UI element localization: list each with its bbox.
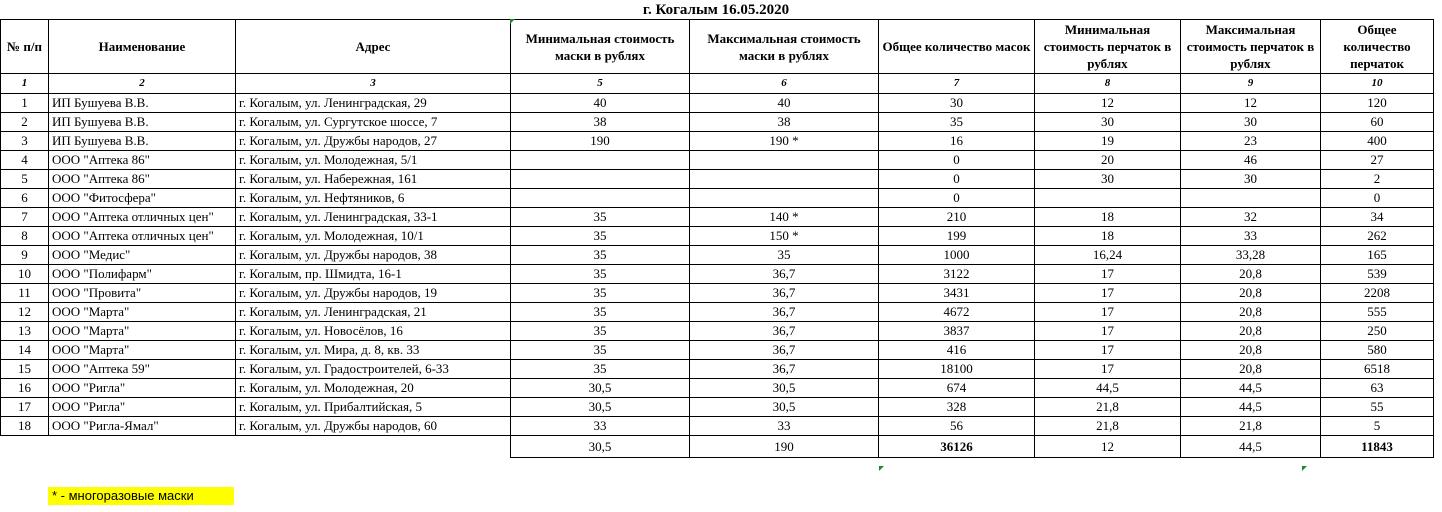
mask-count: 1000 — [879, 246, 1035, 265]
empty-cell — [49, 436, 236, 458]
min-glove-price: 16,24 — [1035, 246, 1181, 265]
max-mask-price: 36,7 — [690, 341, 879, 360]
column-header: Общее количество перчаток — [1321, 20, 1434, 74]
address: г. Когалым, ул. Набережная, 161 — [236, 170, 511, 189]
min-glove-price: 30 — [1035, 113, 1181, 132]
org-name: ООО "Марта" — [49, 341, 236, 360]
column-header: Общее количество масок — [879, 20, 1035, 74]
column-header: № п/п — [1, 20, 49, 74]
max-glove-price: 12 — [1181, 94, 1321, 113]
min-mask-price: 33 — [511, 417, 690, 436]
address: г. Когалым, ул. Сургутское шоссе, 7 — [236, 113, 511, 132]
table-row — [1, 170, 1434, 189]
column-header: Наименование — [49, 20, 236, 74]
glove-count: 6518 — [1321, 360, 1434, 379]
mask-count: 0 — [879, 189, 1035, 208]
page-title: г. Когалым 16.05.2020 — [642, 2, 790, 18]
table-row — [1, 113, 1434, 132]
mask-count: 30 — [879, 94, 1035, 113]
org-name: ООО "Полифарм" — [49, 265, 236, 284]
row-number: 3 — [1, 132, 49, 151]
min-mask-price: 30,5 — [511, 379, 690, 398]
org-name: ООО "Аптека 86" — [49, 151, 236, 170]
comment-marker — [879, 466, 884, 471]
header-row — [1, 20, 1434, 74]
min-mask-price: 30,5 — [511, 398, 690, 417]
mask-count: 210 — [879, 208, 1035, 227]
row-number: 16 — [1, 379, 49, 398]
glove-count: 165 — [1321, 246, 1434, 265]
glove-count: 580 — [1321, 341, 1434, 360]
column-index: 3 — [236, 74, 511, 94]
min-mask-price — [511, 170, 690, 189]
max-glove-price: 33,28 — [1181, 246, 1321, 265]
column-header: Максимальная стоимость маски в рублях — [690, 20, 879, 74]
glove-count: 250 — [1321, 322, 1434, 341]
mask-count: 3431 — [879, 284, 1035, 303]
address: г. Когалым, ул. Прибалтийская, 5 — [236, 398, 511, 417]
max-glove-price: 20,8 — [1181, 322, 1321, 341]
org-name: ООО "Аптека 86" — [49, 170, 236, 189]
table-row — [1, 227, 1434, 246]
table-row — [1, 246, 1434, 265]
min-glove-price: 17 — [1035, 341, 1181, 360]
column-index: 8 — [1035, 74, 1181, 94]
min-mask-price — [511, 189, 690, 208]
min-glove-price — [1035, 189, 1181, 208]
address: г. Когалым, ул. Молодежная, 20 — [236, 379, 511, 398]
min-glove-price: 20 — [1035, 151, 1181, 170]
row-number: 5 — [1, 170, 49, 189]
max-mask-price: 30,5 — [690, 379, 879, 398]
org-name: ООО "Ригла" — [49, 379, 236, 398]
max-mask-price: 36,7 — [690, 322, 879, 341]
max-glove-price: 33 — [1181, 227, 1321, 246]
row-number: 6 — [1, 189, 49, 208]
org-name: ООО "Медис" — [49, 246, 236, 265]
row-number: 11 — [1, 284, 49, 303]
address: г. Когалым, пр. Шмидта, 16-1 — [236, 265, 511, 284]
max-mask-price: 30,5 — [690, 398, 879, 417]
mask-count: 199 — [879, 227, 1035, 246]
mask-count: 16 — [879, 132, 1035, 151]
glove-count: 60 — [1321, 113, 1434, 132]
column-index: 10 — [1321, 74, 1434, 94]
max-mask-price: 35 — [690, 246, 879, 265]
min-glove-price: 17 — [1035, 303, 1181, 322]
min-glove-price: 21,8 — [1035, 398, 1181, 417]
org-name: ИП Бушуева В.В. — [49, 132, 236, 151]
column-header: Минимальная стоимость маски в рублях — [511, 20, 690, 74]
address: г. Когалым, ул. Новосёлов, 16 — [236, 322, 511, 341]
address: г. Когалым, ул. Ленинградская, 33-1 — [236, 208, 511, 227]
total-max-glove: 44,5 — [1181, 436, 1321, 458]
column-header: Максимальная стоимость перчаток в рублях — [1181, 20, 1321, 74]
table-body — [1, 94, 1434, 436]
address: г. Когалым, ул. Дружбы народов, 27 — [236, 132, 511, 151]
max-mask-price: 140 * — [690, 208, 879, 227]
max-glove-price: 46 — [1181, 151, 1321, 170]
address: г. Когалым, ул. Градостроителей, 6-33 — [236, 360, 511, 379]
max-glove-price: 23 — [1181, 132, 1321, 151]
min-glove-price: 18 — [1035, 227, 1181, 246]
row-number: 9 — [1, 246, 49, 265]
mask-count: 3837 — [879, 322, 1035, 341]
comment-marker — [510, 19, 515, 24]
row-number: 4 — [1, 151, 49, 170]
max-mask-price — [690, 170, 879, 189]
total-min-mask: 30,5 — [511, 436, 690, 458]
legend-note: * - многоразовые маски — [48, 487, 234, 505]
address: г. Когалым, ул. Мира, д. 8, кв. 33 — [236, 341, 511, 360]
max-mask-price: 36,7 — [690, 265, 879, 284]
min-mask-price: 35 — [511, 246, 690, 265]
table-row — [1, 322, 1434, 341]
min-mask-price: 35 — [511, 322, 690, 341]
glove-count: 27 — [1321, 151, 1434, 170]
row-number: 10 — [1, 265, 49, 284]
row-number: 13 — [1, 322, 49, 341]
address: г. Когалым, ул. Ленинградская, 21 — [236, 303, 511, 322]
org-name: ООО "Марта" — [49, 303, 236, 322]
table-row — [1, 151, 1434, 170]
mask-count: 35 — [879, 113, 1035, 132]
max-mask-price: 36,7 — [690, 284, 879, 303]
mask-count: 674 — [879, 379, 1035, 398]
row-number: 7 — [1, 208, 49, 227]
row-number: 17 — [1, 398, 49, 417]
org-name: ООО "Марта" — [49, 322, 236, 341]
address: г. Когалым, ул. Дружбы народов, 38 — [236, 246, 511, 265]
table-row — [1, 94, 1434, 113]
row-number: 1 — [1, 94, 49, 113]
table-row — [1, 208, 1434, 227]
max-glove-price: 20,8 — [1181, 360, 1321, 379]
mask-count: 3122 — [879, 265, 1035, 284]
mask-count: 0 — [879, 170, 1035, 189]
min-mask-price: 35 — [511, 360, 690, 379]
address: г. Когалым, ул. Молодежная, 10/1 — [236, 227, 511, 246]
table-row — [1, 284, 1434, 303]
row-number: 12 — [1, 303, 49, 322]
min-mask-price: 40 — [511, 94, 690, 113]
max-glove-price: 20,8 — [1181, 265, 1321, 284]
mask-count: 56 — [879, 417, 1035, 436]
glove-count: 63 — [1321, 379, 1434, 398]
max-mask-price — [690, 189, 879, 208]
glove-count: 2208 — [1321, 284, 1434, 303]
max-glove-price: 32 — [1181, 208, 1321, 227]
glove-count: 262 — [1321, 227, 1434, 246]
table-row — [1, 341, 1434, 360]
glove-count: 400 — [1321, 132, 1434, 151]
total-glove-count: 11843 — [1321, 436, 1434, 458]
comment-marker — [1302, 466, 1307, 471]
address: г. Когалым, ул. Нефтяников, 6 — [236, 189, 511, 208]
address: г. Когалым, ул. Молодежная, 5/1 — [236, 151, 511, 170]
min-glove-price: 21,8 — [1035, 417, 1181, 436]
max-mask-price — [690, 151, 879, 170]
min-mask-price: 35 — [511, 227, 690, 246]
min-mask-price: 35 — [511, 341, 690, 360]
column-index: 1 — [1, 74, 49, 94]
table-row — [1, 189, 1434, 208]
max-mask-price: 150 * — [690, 227, 879, 246]
min-glove-price: 17 — [1035, 322, 1181, 341]
org-name: ООО "Аптека отличных цен" — [49, 227, 236, 246]
table-row — [1, 398, 1434, 417]
min-mask-price: 190 — [511, 132, 690, 151]
max-glove-price: 30 — [1181, 170, 1321, 189]
total-mask-count: 36126 — [879, 436, 1035, 458]
data-table — [0, 19, 1434, 458]
org-name: ООО "Ригла" — [49, 398, 236, 417]
min-mask-price: 35 — [511, 265, 690, 284]
column-header: Минимальная стоимость перчаток в рублях — [1035, 20, 1181, 74]
max-mask-price: 36,7 — [690, 360, 879, 379]
address: г. Когалым, ул. Дружбы народов, 19 — [236, 284, 511, 303]
column-index: 7 — [879, 74, 1035, 94]
min-glove-price: 19 — [1035, 132, 1181, 151]
table-row — [1, 132, 1434, 151]
total-min-glove: 12 — [1035, 436, 1181, 458]
max-glove-price: 20,8 — [1181, 341, 1321, 360]
min-mask-price: 35 — [511, 208, 690, 227]
max-mask-price: 38 — [690, 113, 879, 132]
row-number: 2 — [1, 113, 49, 132]
max-glove-price: 20,8 — [1181, 303, 1321, 322]
totals-row — [1, 436, 1434, 458]
min-glove-price: 17 — [1035, 360, 1181, 379]
org-name: ООО "Фитосфера" — [49, 189, 236, 208]
max-mask-price: 33 — [690, 417, 879, 436]
min-mask-price — [511, 151, 690, 170]
min-glove-price: 12 — [1035, 94, 1181, 113]
min-glove-price: 18 — [1035, 208, 1181, 227]
table-row — [1, 303, 1434, 322]
glove-count: 2 — [1321, 170, 1434, 189]
org-name: ИП Бушуева В.В. — [49, 113, 236, 132]
max-glove-price — [1181, 189, 1321, 208]
glove-count: 55 — [1321, 398, 1434, 417]
glove-count: 5 — [1321, 417, 1434, 436]
org-name: ИП Бушуева В.В. — [49, 94, 236, 113]
min-mask-price: 35 — [511, 303, 690, 322]
glove-count: 0 — [1321, 189, 1434, 208]
column-index: 5 — [511, 74, 690, 94]
table-row — [1, 265, 1434, 284]
max-mask-price: 36,7 — [690, 303, 879, 322]
empty-cell — [1, 436, 49, 458]
mask-count: 328 — [879, 398, 1035, 417]
max-glove-price: 20,8 — [1181, 284, 1321, 303]
table-row — [1, 379, 1434, 398]
glove-count: 555 — [1321, 303, 1434, 322]
table-row — [1, 360, 1434, 379]
org-name: ООО "Аптека отличных цен" — [49, 208, 236, 227]
glove-count: 34 — [1321, 208, 1434, 227]
min-mask-price: 35 — [511, 284, 690, 303]
max-glove-price: 44,5 — [1181, 398, 1321, 417]
column-index: 6 — [690, 74, 879, 94]
address: г. Когалым, ул. Ленинградская, 29 — [236, 94, 511, 113]
mask-count: 0 — [879, 151, 1035, 170]
empty-cell — [236, 436, 511, 458]
glove-count: 539 — [1321, 265, 1434, 284]
column-header: Адрес — [236, 20, 511, 74]
mask-count: 4672 — [879, 303, 1035, 322]
mask-count: 18100 — [879, 360, 1035, 379]
glove-count: 120 — [1321, 94, 1434, 113]
row-number: 14 — [1, 341, 49, 360]
row-number: 18 — [1, 417, 49, 436]
column-index: 9 — [1181, 74, 1321, 94]
min-glove-price: 17 — [1035, 284, 1181, 303]
max-glove-price: 21,8 — [1181, 417, 1321, 436]
org-name: ООО "Аптека 59" — [49, 360, 236, 379]
row-number: 8 — [1, 227, 49, 246]
max-mask-price: 40 — [690, 94, 879, 113]
min-mask-price: 38 — [511, 113, 690, 132]
max-glove-price: 30 — [1181, 113, 1321, 132]
table-row — [1, 417, 1434, 436]
max-mask-price: 190 * — [690, 132, 879, 151]
mask-count: 416 — [879, 341, 1035, 360]
total-max-mask: 190 — [690, 436, 879, 458]
min-glove-price: 44,5 — [1035, 379, 1181, 398]
min-glove-price: 17 — [1035, 265, 1181, 284]
column-index-row — [1, 74, 1434, 94]
address: г. Когалым, ул. Дружбы народов, 60 — [236, 417, 511, 436]
min-glove-price: 30 — [1035, 170, 1181, 189]
max-glove-price: 44,5 — [1181, 379, 1321, 398]
column-index: 2 — [49, 74, 236, 94]
row-number: 15 — [1, 360, 49, 379]
org-name: ООО "Ригла-Ямал" — [49, 417, 236, 436]
org-name: ООО "Провита" — [49, 284, 236, 303]
